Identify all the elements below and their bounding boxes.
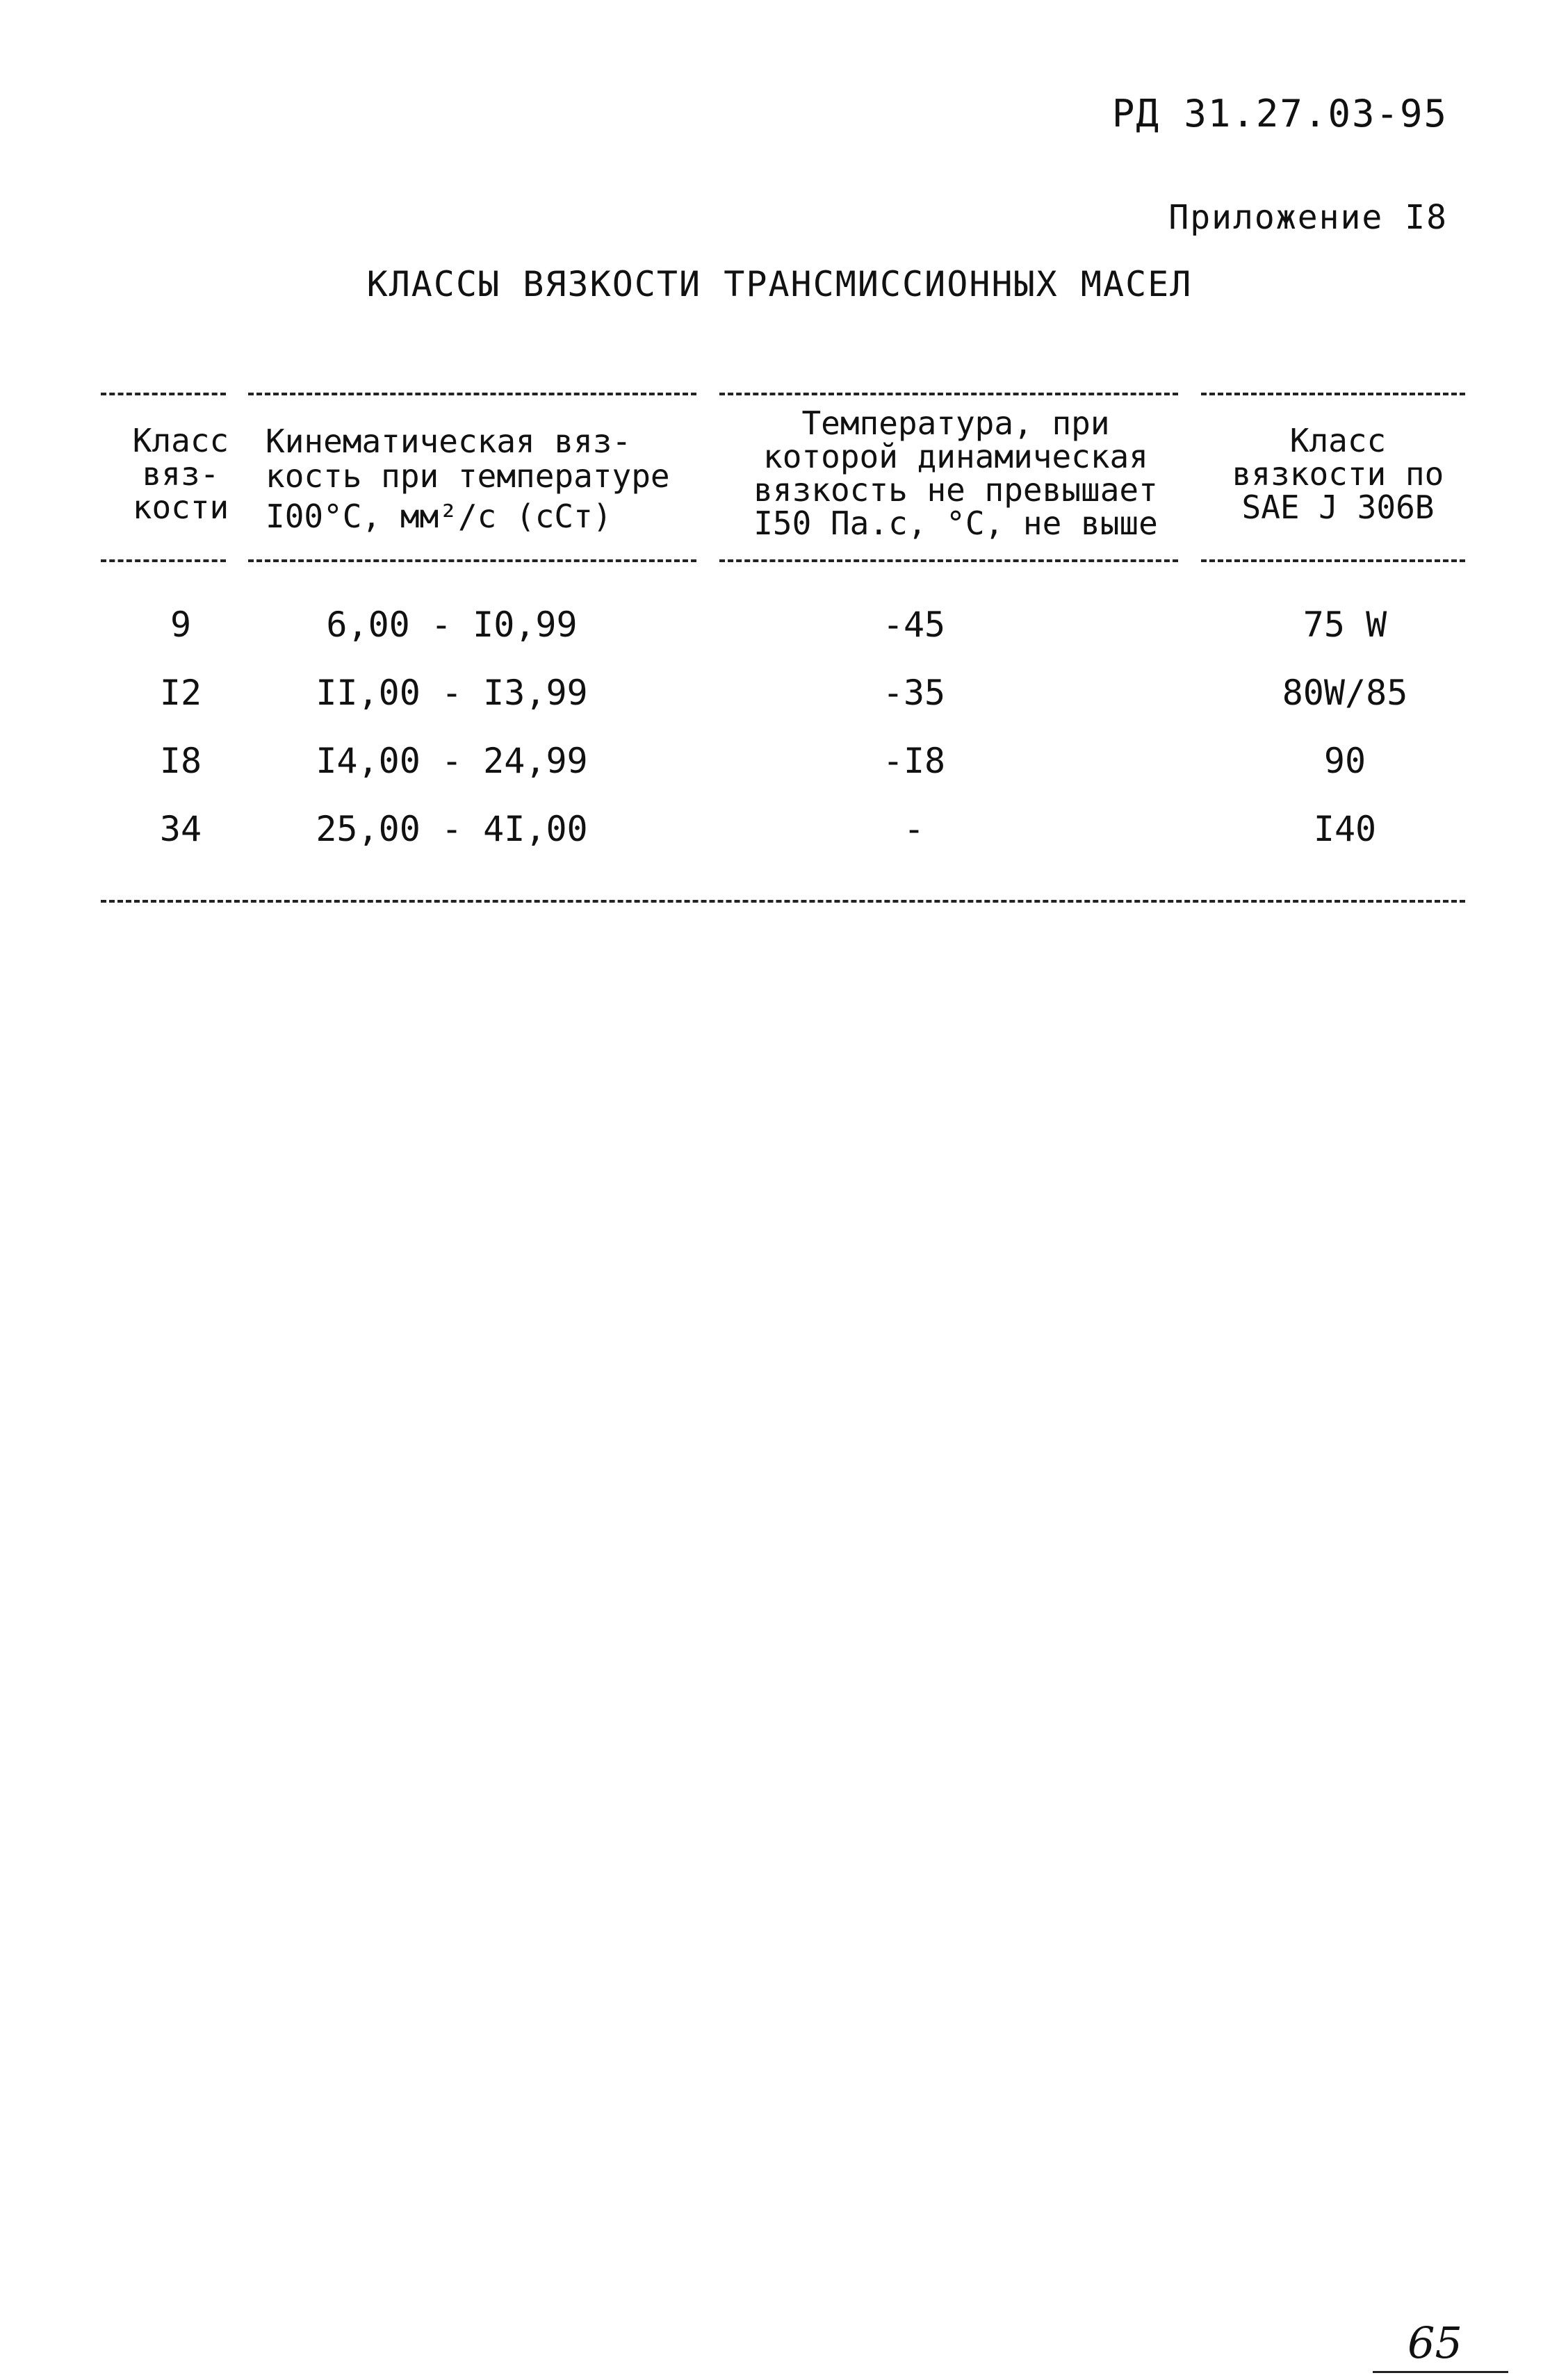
header-kinematic-line: Кинематическая вяз-: [266, 422, 632, 460]
table-header-rule-3: [719, 559, 1178, 562]
header-kinematic-line: кость при температуре: [266, 457, 670, 495]
cell-temperature: -35: [882, 673, 946, 713]
cell-kinematic-viscosity: I4,00 - 24,99: [316, 741, 588, 781]
cell-class: I8: [159, 741, 202, 781]
table-row: [0, 605, 1559, 653]
cell-kinematic-viscosity: 25,00 - 4I,00: [316, 809, 588, 849]
table-row: [0, 741, 1559, 789]
table-top-rule-1: [101, 393, 226, 395]
page-number: 65: [1407, 2317, 1462, 2368]
table-header-rule-4: [1201, 559, 1465, 562]
header-sae-line: вязкости по: [1232, 455, 1444, 493]
header-class-line: кости: [132, 489, 229, 526]
header-temperature-line: I50 Па.с, °С, не выше: [753, 504, 1158, 542]
header-sae-class: [1206, 424, 1470, 524]
table-row: [0, 673, 1559, 721]
cell-sae-class: 75 W: [1303, 605, 1387, 645]
table-bottom-rule: [101, 900, 1465, 903]
table-row: [0, 809, 1559, 857]
cell-kinematic-viscosity: II,00 - I3,99: [316, 673, 588, 713]
header-kinematic-viscosity: [266, 424, 710, 534]
header-class: [122, 424, 240, 524]
header-class-line: вяз-: [142, 455, 220, 493]
table-top-rule-2: [248, 393, 696, 395]
table-header-rule-2: [248, 559, 696, 562]
page-title: КЛАССЫ ВЯЗКОСТИ ТРАНСМИССИОННЫХ МАСЕЛ: [366, 264, 1193, 304]
header-sae-line: SAE J 306B: [1241, 489, 1435, 526]
appendix-label: Приложение I8: [1168, 198, 1448, 237]
document-code: РД 31.27.03-95: [1111, 92, 1448, 136]
header-temperature-line: вязкость не превышает: [753, 471, 1158, 509]
table-top-rule-4: [1201, 393, 1465, 395]
header-temperature-line: которой динамическая: [763, 438, 1148, 475]
cell-class: 9: [170, 605, 192, 645]
header-kinematic-line: I00°С, мм²/с (сСт): [266, 498, 612, 535]
page-number-underline: [1373, 2371, 1508, 2373]
cell-sae-class: I40: [1313, 809, 1377, 849]
header-temperature: [733, 404, 1178, 542]
table-header-rule-1: [101, 559, 226, 562]
cell-temperature: -45: [882, 605, 946, 645]
cell-class: I2: [159, 673, 202, 713]
cell-kinematic-viscosity: 6,00 - I0,99: [326, 605, 578, 645]
table-top-rule-3: [719, 393, 1178, 395]
header-sae-line: Класс: [1289, 422, 1387, 459]
cell-sae-class: 80W/85: [1282, 673, 1408, 713]
cell-sae-class: 90: [1323, 741, 1366, 781]
cell-temperature: -: [903, 809, 925, 849]
header-temperature-line: Температура, при: [801, 404, 1110, 442]
cell-temperature: -I8: [882, 741, 946, 781]
header-class-line: Класс: [132, 422, 229, 459]
cell-class: 34: [159, 809, 202, 849]
